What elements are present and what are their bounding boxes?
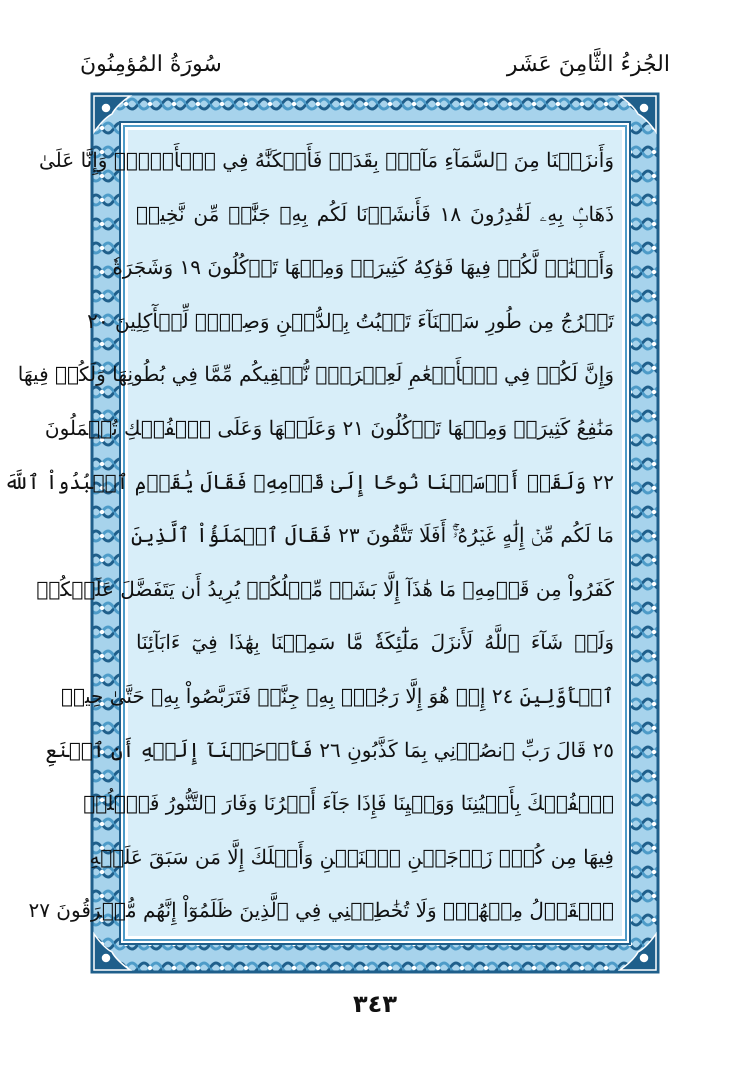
ornamental-frame	[4, 92, 660, 974]
verse-line-13: ٱلۡفُلۡكَ بِأَعۡيُنِنَا وَوَحۡيِنَا فَإِذَا جَآءَ أَمۡرُنَا وَفَارَ ٱلتَّنُّورُ فَٱسۡلُكۡ	[83, 791, 614, 816]
page-number: ٣٤٣	[353, 990, 397, 1018]
verse-line-9: كَفَرُواْ مِن قَوۡمِهِۦ مَا هَٰذَآ إِلَّا بَشَرٞ مِّثۡلُكُمۡ يُرِيدُ أَن يَتَفَضَّلَ عَلَيۡكُمۡ	[36, 576, 614, 601]
verse-line-10: وَلَوۡ شَآءَ ٱللَّهُ لَأَنزَلَ مَلَٰٓئِكَةٗ مَّا سَمِعۡنَا بِهَٰذَا فِيٓ ءَابَآئِنَا	[136, 630, 614, 655]
juz-label: الجُزءُ الثَّامِنَ عَشَر	[506, 52, 670, 77]
verse-line-7: ٢٢ وَلَقَدۡ أَرۡسَلۡنَا نُوحًا إِلَىٰ قَوۡمِهِۦ فَقَالَ يَٰقَوۡمِ ٱعۡبُدُواْ ٱللَّهَ	[4, 469, 614, 494]
verse-line-1: وَأَنزَلۡنَا مِنَ ٱلسَّمَآءِ مَآءَۢ بِقَدَرٖ فَأَسۡكَنَّٰهُ فِي ٱلۡأَرۡضِۖ وَإِنَّا عَلَىٰ	[39, 148, 614, 172]
verse-text-panel	[4, 130, 622, 936]
page-header	[80, 52, 670, 92]
verse-line-5: وَإِنَّ لَكُمۡ فِي ٱلۡأَنۡعَٰمِ لَعِبۡرَةٗۖ نُّسۡقِيكُم مِّمَّا فِي بُطُونِهَا وَلَكُمۡ فِيهَا	[17, 362, 614, 387]
verse-line-4: تَخۡرُجُ مِن طُورِ سَيۡنَآءَ تَنۢبُتُ بِٱلدُّهۡنِ وَصِبۡغٖ لِّلۡأٓكِلِينَ ٢٠	[87, 308, 614, 333]
verse-line-12: ٢٥ قَالَ رَبِّ ٱنصُرۡنِي بِمَا كَذَّبُونِ ٢٦ فَأَوۡحَيۡنَآ إِلَيۡهِ أَنِ ٱصۡنَعِ	[45, 737, 614, 762]
verse-line-8: مَا لَكُم مِّنۡ إِلَٰهٍ غَيۡرُهُۥٓۚ أَفَلَا تَتَّقُونَ ٢٣ فَقَالَ ٱلۡمَلَؤُاْ ٱلَّذِينَ	[131, 523, 614, 548]
verse-line-14: فِيهَا مِن كُلّٖ زَوۡجَيۡنِ ٱثۡنَيۡنِ وَأَهۡلَكَ إِلَّا مَن سَبَقَ عَلَيۡهِ	[89, 844, 614, 869]
surah-label: سُورَةُ المُؤمِنُونَ	[80, 52, 222, 77]
verse-line-6: مَنَٰفِعُ كَثِيرَةٞ وَمِنۡهَا تَأۡكُلُونَ ٢١ وَعَلَيۡهَا وَعَلَى ٱلۡفُلۡكِ تُحۡمَلُونَ	[44, 415, 614, 440]
verse-line-2: ذَهَابِۢ بِهِۦ لَقَٰدِرُونَ ١٨ فَأَنشَأۡنَا لَكُم بِهِۦ جَنَّٰتٖ مِّن نَّخِيلٖ	[136, 201, 614, 226]
verse-line-3: وَأَعۡنَٰبٖ لَّكُمۡ فِيهَا فَوَٰكِهُ كَثِيرَةٞ وَمِنۡهَا تَأۡكُلُونَ ١٩ وَشَجَرَةٗ	[112, 255, 614, 280]
verse-line-15: ٱلۡقَوۡلُ مِنۡهُمۡۖ وَلَا تُخَٰطِبۡنِي فِي ٱلَّذِينَ ظَلَمُوٓاْ إِنَّهُم مُّغۡرَقُونَ ٢٧	[28, 898, 614, 923]
verse-line-11: ٱلۡأَوَّلِينَ ٢٤ إِنۡ هُوَ إِلَّا رَجُلُۢ بِهِۦ جِنَّةٞ فَتَرَبَّصُواْ بِهِۦ حَتَّىٰ حِينٖ	[60, 683, 614, 708]
